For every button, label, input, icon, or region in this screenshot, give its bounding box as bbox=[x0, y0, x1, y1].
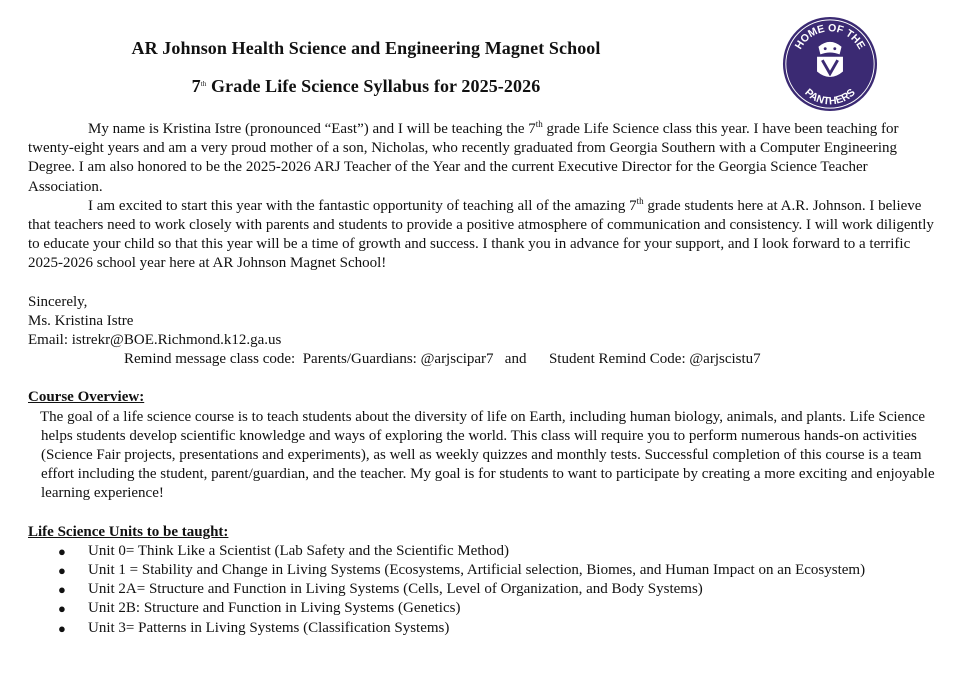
teacher-email: Email: istrekr@BOE.Richmond.k12.ga.us bbox=[28, 332, 282, 349]
syllabus-title-text: Grade Life Science Syllabus for 2025-2026 bbox=[211, 76, 541, 96]
intro-p1-text-a: My name is Kristina Istre (pronounced “East”) and I will be teaching the 7 bbox=[88, 121, 536, 137]
syllabus-title bbox=[16, 76, 716, 97]
intro-p2-text-a: I am excited to start this year with the fantastic opportunity of teaching all of the amazing 7 bbox=[88, 197, 637, 214]
list-item: ● Unit 1 = Stability and Change in Living Systems (Ecosystems, Artificial selection, Biomes, and Human Impact on an Ecosystem) bbox=[28, 561, 938, 580]
svg-text:HOME OF THE: HOME OF THE bbox=[792, 22, 868, 52]
intro-p2-text-b: grade students here at A.R. Johnson. I believe that teachers need to work closely with parents and students to provide a positive atmosphere of communication and consistency. I will work diligently to educate your child so that this year will be a time of growth and success. I thank you in advance for your support, and I look forward to a terrific 2025-2026 school year here at AR Johnson Magnet School! bbox=[28, 197, 934, 272]
school-title: AR Johnson Health Science and Engineering Magnet School bbox=[131, 38, 601, 58]
grade-ordinal: th bbox=[200, 80, 207, 88]
intro-paragraph-2 bbox=[28, 197, 938, 274]
units-list bbox=[28, 542, 938, 638]
svg-text:PANTHERS: PANTHERS bbox=[802, 86, 858, 108]
intro-p1-ordinal: th bbox=[535, 119, 543, 129]
bullet-icon: ● bbox=[58, 563, 66, 579]
list-item: ● Unit 3= Patterns in Living Systems (Classification Systems) bbox=[28, 619, 938, 638]
list-item: ● Unit 2B: Structure and Function in Living Systems (Genetics) bbox=[28, 599, 938, 618]
list-item: ● Unit 2A= Structure and Function in Living Systems (Cells, Level of Organization, and Body Systems) bbox=[28, 580, 938, 599]
bullet-icon: ● bbox=[58, 601, 66, 617]
course-overview-text: The goal of a life science course is to teach students about the diversity of life on Earth, including human biology, animals, and plants. Life Science helps students develop scientific knowledge and ways of exploring the world. This class will require you to perform numerous hands-on activities (Science Fair projects, presentations and experiments), as well as weekly quizzes and monthly tests. Successful completion of this course is a team effort including the student, parent/guardian, and the teacher. My goal is for students to want to participate by creating a more exciting and enjoyable learning experience! bbox=[40, 408, 935, 502]
remind-codes: Remind message class code: Parents/Guardians: @arjscipar7 and Student Remind Code: @arjscistu7 bbox=[124, 351, 761, 368]
intro-p1-text-b: grade Life Science class this year. I have been teaching for twenty-eight years and am a very proud mother of a son, Nicholas, who recently graduated from Georgia Southern with a Computer Engineering Degree. I am also honored to be the 2025-2026 ARJ Teacher of the Year and the current Executive Director for the Georgia Science Teacher Association. bbox=[28, 121, 899, 195]
bullet-icon: ● bbox=[58, 620, 66, 636]
list-item: ● Unit 0= Think Like a Scientist (Lab Safety and the Scientific Method) bbox=[28, 542, 938, 561]
bullet-icon: ● bbox=[58, 543, 66, 559]
grade-number: 7 bbox=[191, 76, 201, 96]
teacher-name: Ms. Kristina Istre bbox=[28, 312, 134, 329]
closing: Sincerely, bbox=[28, 293, 88, 310]
bullet-icon: ● bbox=[58, 582, 66, 598]
units-heading: Life Science Units to be taught: bbox=[28, 523, 229, 540]
syllabus-body bbox=[28, 120, 938, 638]
intro-p2-ordinal: th bbox=[636, 195, 644, 206]
course-overview-heading: Course Overview: bbox=[28, 389, 145, 406]
panthers-logo bbox=[782, 16, 878, 112]
intro-paragraph-1 bbox=[28, 120, 938, 197]
